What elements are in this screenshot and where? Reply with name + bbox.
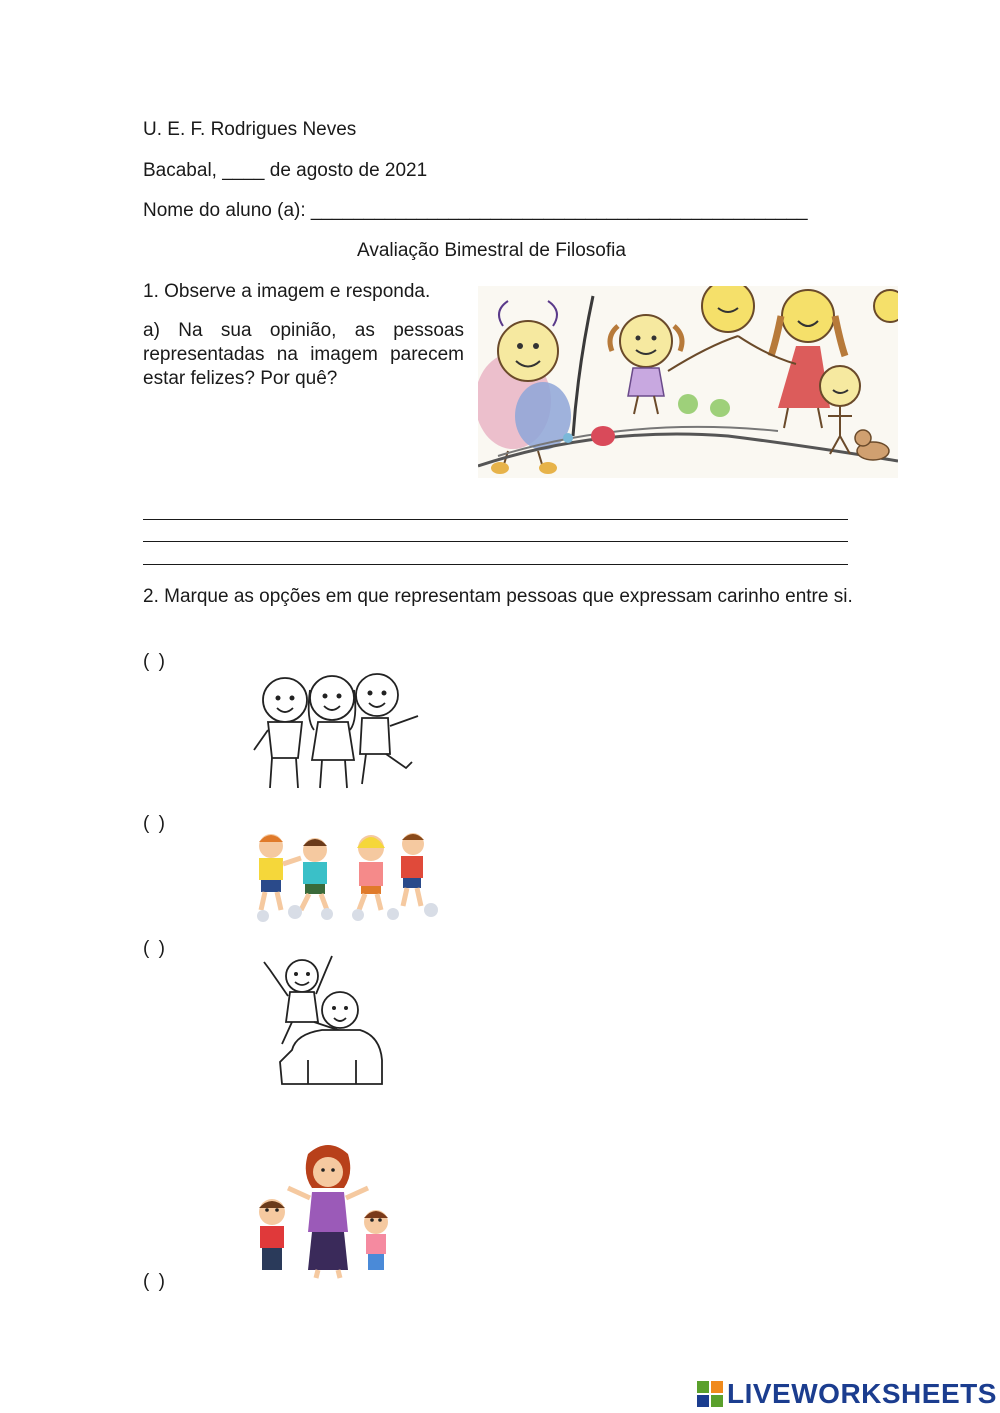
option-4-checkbox[interactable]: ( ): [143, 1271, 167, 1292]
option-2-checkbox[interactable]: ( ): [143, 813, 167, 834]
option-3-checkbox[interactable]: ( ): [143, 938, 167, 959]
child-on-fathers-shoulders-image: [252, 950, 388, 1086]
question-1-heading: 1. Observe a imagem e responda.: [143, 281, 431, 302]
answer-line[interactable]: [143, 541, 848, 542]
children-fighting-image: [243, 822, 441, 924]
children-drawing-image: [478, 286, 898, 478]
question-1a-text: a) Na sua opinião, as pessoas representadas na imagem parecem estar felizes? Por quê?: [143, 320, 464, 389]
liveworksheets-brand: LIVEWORKSHEETS: [727, 1378, 997, 1409]
woman-with-crying-children-image: [248, 1142, 398, 1282]
student-name-field[interactable]: Nome do aluno (a): _______________________________________________: [143, 200, 808, 221]
liveworksheets-logo: [697, 1378, 997, 1410]
school-name: U. E. F. Rodrigues Neves: [143, 119, 357, 140]
three-children-hugging-image: [250, 670, 422, 792]
answer-line[interactable]: [143, 564, 848, 565]
liveworksheets-logo-icon: [697, 1381, 723, 1407]
option-1-checkbox[interactable]: ( ): [143, 651, 167, 672]
date-line: Bacabal, ____ de agosto de 2021: [143, 160, 428, 181]
page-title: Avaliação Bimestral de Filosofia: [357, 240, 626, 261]
answer-line[interactable]: [143, 519, 848, 520]
question-2-prompt: 2. Marque as opções em que representam pessoas que expressam carinho entre si.: [143, 586, 853, 607]
